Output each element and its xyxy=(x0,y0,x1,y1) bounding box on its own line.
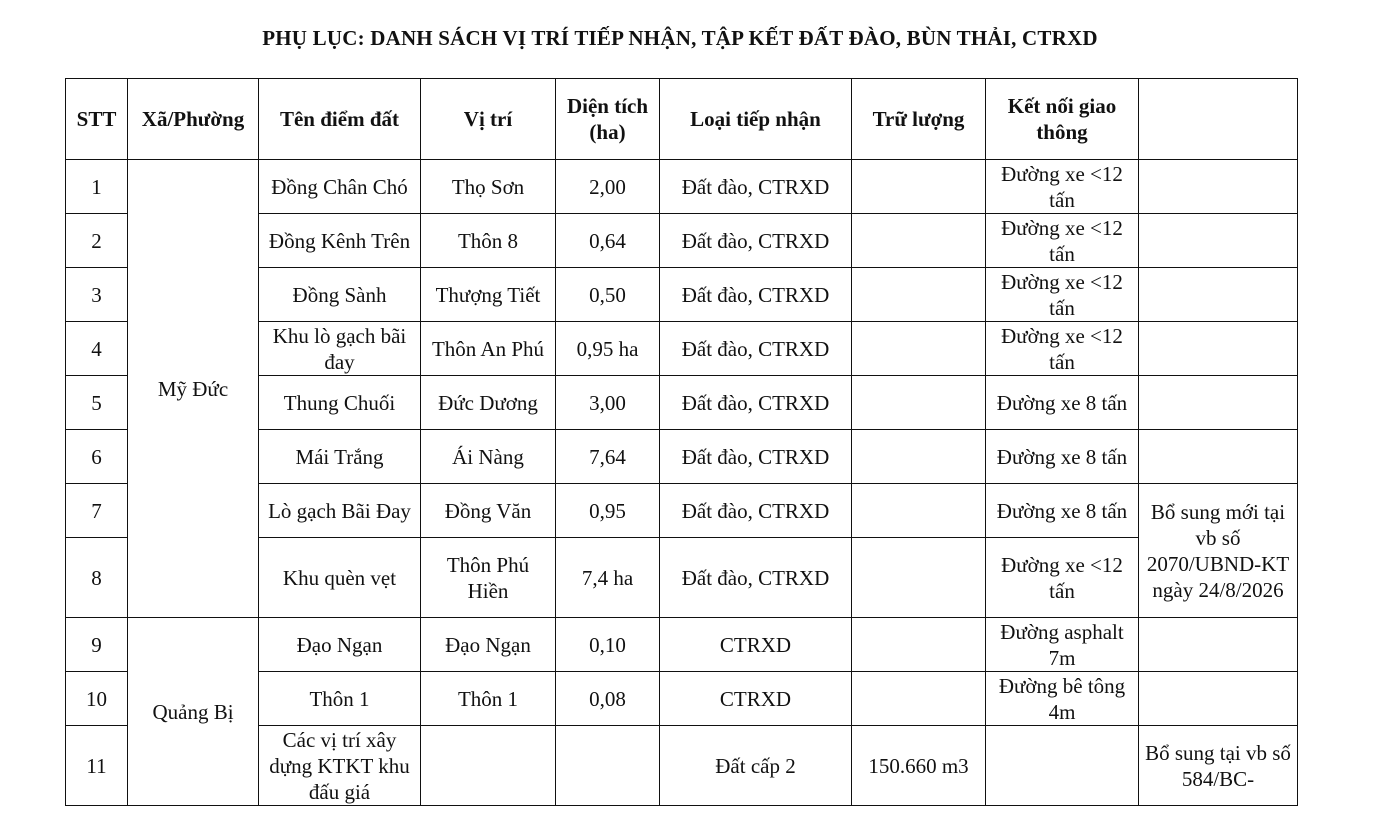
header-note xyxy=(1139,79,1298,160)
cell-type: Đất cấp 2 xyxy=(660,726,852,806)
cell-reserve xyxy=(852,618,986,672)
cell-traffic xyxy=(986,726,1139,806)
cell-note xyxy=(1139,430,1298,484)
table-row xyxy=(66,160,1298,214)
cell-note xyxy=(1139,268,1298,322)
cell-site: Các vị trí xây dựng KTKT khu đấu giá xyxy=(259,726,421,806)
cell-site: Đồng Kênh Trên xyxy=(259,214,421,268)
cell-area: 0,64 xyxy=(556,214,660,268)
cell-ward: Mỹ Đức xyxy=(128,160,259,618)
cell-stt: 6 xyxy=(66,430,128,484)
cell-traffic: Đường asphalt 7m xyxy=(986,618,1139,672)
cell-reserve: 150.660 m3 xyxy=(852,726,986,806)
table-header-row xyxy=(66,79,1298,160)
cell-note xyxy=(1139,376,1298,430)
cell-reserve xyxy=(852,322,986,376)
cell-reserve xyxy=(852,484,986,538)
cell-area: 0,95 xyxy=(556,484,660,538)
header-traffic: Kết nối giao thông xyxy=(986,79,1139,160)
cell-location: Đạo Ngạn xyxy=(421,618,556,672)
cell-area: 7,64 xyxy=(556,430,660,484)
header-location: Vị trí xyxy=(421,79,556,160)
cell-ward: Quảng Bị xyxy=(128,618,259,806)
cell-stt: 4 xyxy=(66,322,128,376)
cell-area xyxy=(556,726,660,806)
cell-reserve xyxy=(852,672,986,726)
cell-traffic: Đường xe 8 tấn xyxy=(986,484,1139,538)
document-title: PHỤ LỤC: DANH SÁCH VỊ TRÍ TIẾP NHẬN, TẬP KẾT ĐẤT ĐÀO, BÙN THẢI, CTRXD xyxy=(262,26,1098,50)
cell-traffic: Đường xe 8 tấn xyxy=(986,376,1139,430)
cell-stt: 3 xyxy=(66,268,128,322)
cell-area: 3,00 xyxy=(556,376,660,430)
cell-site: Lò gạch Bãi Đay xyxy=(259,484,421,538)
cell-area: 2,00 xyxy=(556,160,660,214)
cell-traffic: Đường xe <12 tấn xyxy=(986,538,1139,618)
cell-note xyxy=(1139,160,1298,214)
cell-site: Khu quèn vẹt xyxy=(259,538,421,618)
cell-reserve xyxy=(852,430,986,484)
cell-stt: 2 xyxy=(66,214,128,268)
cell-note xyxy=(1139,672,1298,726)
header-stt: STT xyxy=(66,79,128,160)
table-row xyxy=(66,618,1298,672)
cell-type: Đất đào, CTRXD xyxy=(660,484,852,538)
cell-site: Mái Trắng xyxy=(259,430,421,484)
sites-table xyxy=(65,78,1298,806)
cell-type: Đất đào, CTRXD xyxy=(660,268,852,322)
cell-site: Đồng Sành xyxy=(259,268,421,322)
cell-location: Ái Nàng xyxy=(421,430,556,484)
cell-type: CTRXD xyxy=(660,618,852,672)
cell-location xyxy=(421,726,556,806)
header-ward: Xã/Phường xyxy=(128,79,259,160)
cell-location: Đồng Văn xyxy=(421,484,556,538)
cell-type: Đất đào, CTRXD xyxy=(660,160,852,214)
cell-area: 0,08 xyxy=(556,672,660,726)
cell-reserve xyxy=(852,376,986,430)
cell-type: Đất đào, CTRXD xyxy=(660,214,852,268)
cell-note: Bổ sung tại vb số 584/BC- xyxy=(1139,726,1298,806)
cell-reserve xyxy=(852,268,986,322)
cell-traffic: Đường bê tông 4m xyxy=(986,672,1139,726)
cell-location: Đức Dương xyxy=(421,376,556,430)
header-reserve: Trữ lượng xyxy=(852,79,986,160)
cell-location: Thôn 1 xyxy=(421,672,556,726)
cell-area: 0,10 xyxy=(556,618,660,672)
cell-site: Đạo Ngạn xyxy=(259,618,421,672)
cell-stt: 8 xyxy=(66,538,128,618)
cell-reserve xyxy=(852,214,986,268)
cell-note xyxy=(1139,214,1298,268)
cell-site: Thôn 1 xyxy=(259,672,421,726)
cell-traffic: Đường xe <12 tấn xyxy=(986,268,1139,322)
cell-reserve xyxy=(852,160,986,214)
cell-type: Đất đào, CTRXD xyxy=(660,538,852,618)
cell-area: 0,95 ha xyxy=(556,322,660,376)
cell-traffic: Đường xe <12 tấn xyxy=(986,214,1139,268)
cell-location: Thôn Phú Hiền xyxy=(421,538,556,618)
cell-note xyxy=(1139,618,1298,672)
cell-traffic: Đường xe <12 tấn xyxy=(986,160,1139,214)
cell-type: Đất đào, CTRXD xyxy=(660,430,852,484)
cell-site: Khu lò gạch bãi đay xyxy=(259,322,421,376)
cell-stt: 11 xyxy=(66,726,128,806)
cell-stt: 10 xyxy=(66,672,128,726)
cell-type: CTRXD xyxy=(660,672,852,726)
header-site: Tên điểm đất xyxy=(259,79,421,160)
cell-location: Thôn An Phú xyxy=(421,322,556,376)
cell-traffic: Đường xe 8 tấn xyxy=(986,430,1139,484)
cell-note xyxy=(1139,322,1298,376)
cell-area: 7,4 ha xyxy=(556,538,660,618)
header-area: Diện tích (ha) xyxy=(556,79,660,160)
cell-stt: 7 xyxy=(66,484,128,538)
cell-location: Thọ Sơn xyxy=(421,160,556,214)
cell-type: Đất đào, CTRXD xyxy=(660,376,852,430)
cell-location: Thượng Tiết xyxy=(421,268,556,322)
cell-reserve xyxy=(852,538,986,618)
cell-location: Thôn 8 xyxy=(421,214,556,268)
cell-note: Bổ sung mới tại vb số 2070/UBND-KT ngày 24/8/2026 xyxy=(1139,484,1298,618)
cell-area: 0,50 xyxy=(556,268,660,322)
cell-stt: 1 xyxy=(66,160,128,214)
cell-traffic: Đường xe <12 tấn xyxy=(986,322,1139,376)
cell-stt: 5 xyxy=(66,376,128,430)
cell-stt: 9 xyxy=(66,618,128,672)
cell-site: Đồng Chân Chó xyxy=(259,160,421,214)
cell-type: Đất đào, CTRXD xyxy=(660,322,852,376)
cell-site: Thung Chuối xyxy=(259,376,421,430)
header-type: Loại tiếp nhận xyxy=(660,79,852,160)
